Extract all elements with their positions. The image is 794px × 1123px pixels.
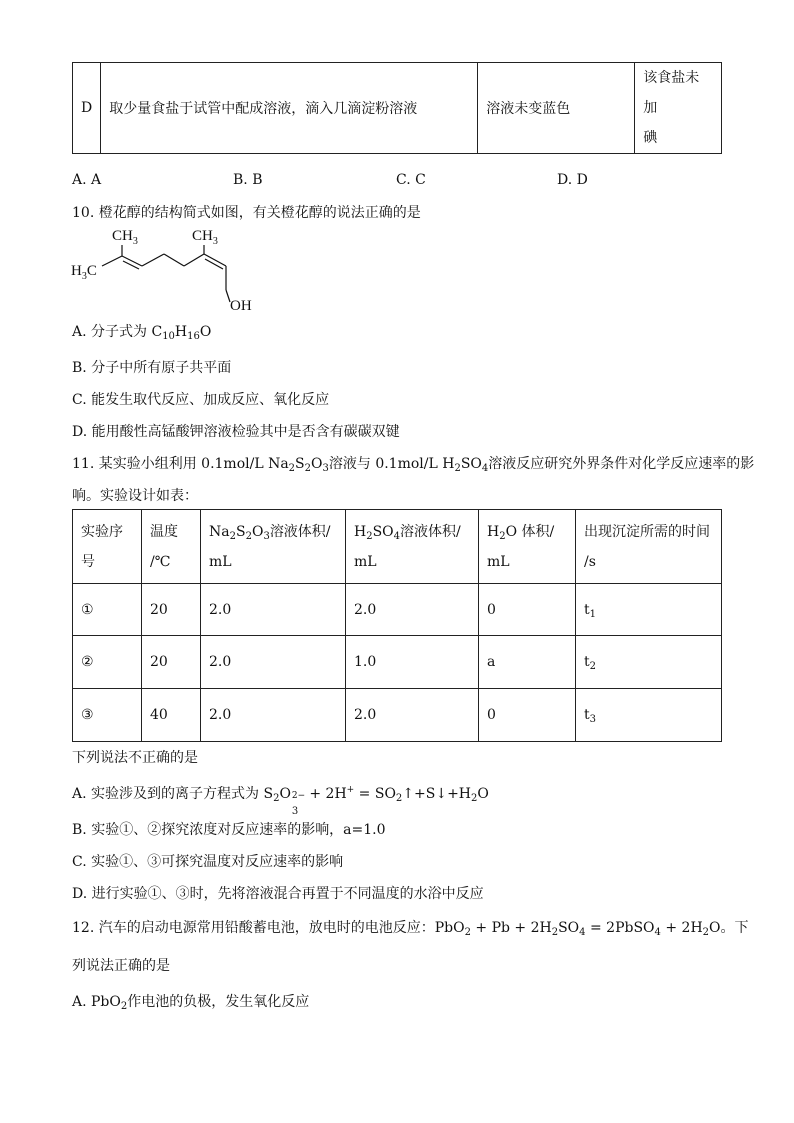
cell-time: $t_1$	[576, 584, 722, 636]
q11-after-text: 下列说法不正确的是	[72, 750, 198, 766]
cell-temp: 20	[142, 584, 201, 636]
q10-stem: 10. 橙花醇的结构简式如图，有关橙花醇的说法正确的是	[72, 205, 421, 221]
top-table	[72, 62, 722, 154]
q11-option-d[interactable]: D. 进行实验①、③时，先将溶液混合再置于不同温度的水浴中反应	[72, 886, 484, 902]
q11-option-b[interactable]: B. 实验①、②探究浓度对反应速率的影响，a=1.0	[72, 822, 386, 838]
table-row	[73, 584, 722, 636]
q9-option-a[interactable]: A. A	[72, 172, 102, 188]
header-na2s2o3: $Na_2S_2O_3$溶液体积/ mL	[201, 510, 346, 584]
cell-h2so4: 2.0	[346, 689, 479, 742]
q9-option-d[interactable]: D. D	[557, 172, 588, 188]
experiment-table	[72, 509, 722, 742]
nerol-structure-diagram	[70, 224, 270, 316]
ch3-label-left: $CH_3$	[112, 228, 138, 247]
ionic-equation: $S_2O$ 2− 3 + $2H^+ = SO_2↑+S↓+H_2O$	[263, 785, 489, 817]
q10-option-d[interactable]: D. 能用酸性高锰酸钾溶液检验其中是否含有碳碳双键	[72, 424, 400, 440]
cell-no: ③	[73, 689, 142, 742]
cell-time: $t_3$	[576, 689, 722, 742]
cell-na: 2.0	[201, 689, 346, 742]
header-no: 实验序 号	[73, 510, 142, 584]
header-h2o: $H_2O$ 体积/ mL	[479, 510, 576, 584]
conclusion-line-1: 该食盐未加	[643, 70, 700, 116]
q12-stem-line-2: 列说法正确的是	[72, 958, 170, 974]
cell-na: 2.0	[201, 584, 346, 636]
q10-option-b[interactable]: B. 分子中所有原子共平面	[72, 360, 232, 376]
cell-h2o: 0	[479, 584, 576, 636]
conclusion-cell	[635, 63, 722, 154]
cell-no: ①	[73, 584, 142, 636]
q10-option-a[interactable]: A. 分子式为 $C_{10}H_{16}O$	[72, 324, 212, 342]
skeleton-bonds	[102, 245, 230, 302]
table-header-row	[73, 510, 722, 584]
q11-stem-line-1: 11. 某实验小组利用 0.1mol/L $Na_2S_2O_3$溶液与 0.1mol/L $H_2SO_4$溶液反应研究外界条件对化学反应速率的影	[72, 456, 755, 474]
table-row	[73, 636, 722, 689]
cell-na: 2.0	[201, 636, 346, 689]
q11-stem-line-2: 响。实验设计如表：	[72, 488, 198, 504]
header-h2so4: $H_2SO_4$溶液体积/ mL	[346, 510, 479, 584]
battery-equation: $PbO_2 + Pb + 2H_2SO_4$ = 2PbSO$_4$ + $2H_2O$	[434, 920, 721, 938]
q10-option-c[interactable]: C. 能发生取代反应、加成反应、氧化反应	[72, 392, 330, 408]
operation-cell: 取少量食盐于试管中配成溶液，滴入几滴淀粉溶液	[101, 63, 478, 154]
q11-option-c[interactable]: C. 实验①、③可探究温度对反应速率的影响	[72, 854, 344, 870]
cell-h2o: 0	[479, 689, 576, 742]
ch3-label-right: $CH_3$	[192, 228, 218, 247]
cell-h2so4: 1.0	[346, 636, 479, 689]
cell-no: ②	[73, 636, 142, 689]
row-letter: D	[73, 63, 101, 154]
phenomenon-cell: 溶液未变蓝色	[478, 63, 635, 154]
cell-h2so4: 2.0	[346, 584, 479, 636]
h3c-label: $H_3C$	[71, 263, 97, 282]
table-row	[73, 689, 722, 742]
q12-stem-line-1: 12. 汽车的启动电源常用铅酸蓄电池，放电时的电池反应：$PbO_2 + Pb + 2H_2SO_4$ = 2PbSO$_4$ + $2H_2O$。下	[72, 920, 749, 938]
conclusion-line-2: 碘	[643, 130, 658, 146]
q9-option-b[interactable]: B. B	[233, 172, 263, 188]
cell-h2o: a	[479, 636, 576, 689]
cell-time: $t_2$	[576, 636, 722, 689]
header-temp: 温度 /℃	[142, 510, 201, 584]
q11-option-a[interactable]: A. 实验涉及到的离子方程式为 $S_2O$ 2− 3 + $2H^+ = SO_2↑+S↓+H_2O$	[72, 785, 489, 817]
cell-temp: 40	[142, 689, 201, 742]
header-time: 出现沉淀所需的时间 /s	[576, 510, 722, 584]
oh-label: OH	[230, 298, 252, 314]
cell-temp: 20	[142, 636, 201, 689]
q9-option-c[interactable]: C. C	[396, 172, 426, 188]
q12-option-a[interactable]: A. PbO$_2$作电池的负极，发生氧化反应	[72, 994, 310, 1012]
